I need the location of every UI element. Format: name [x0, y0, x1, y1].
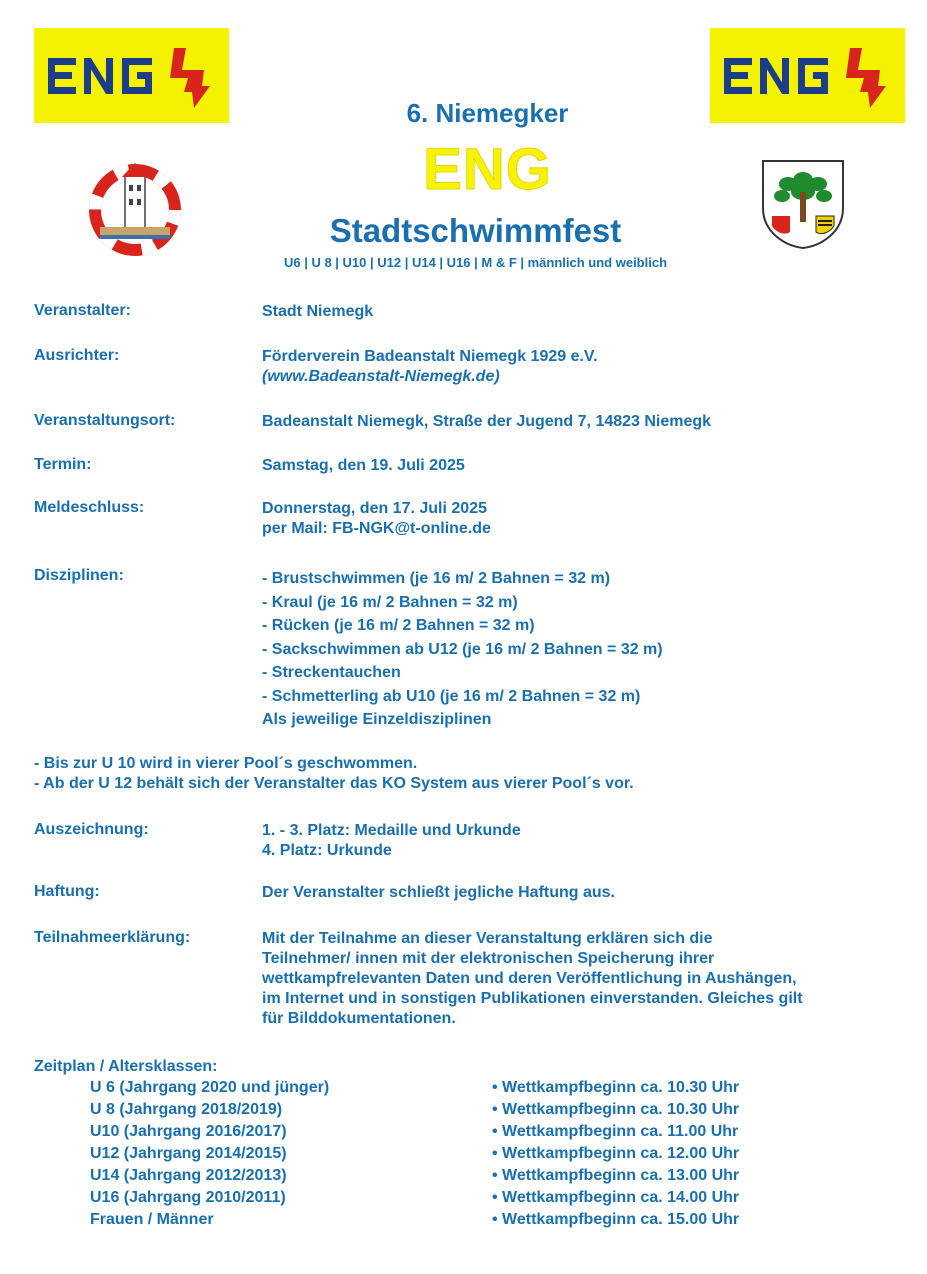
label-veranstalter: Veranstalter:	[34, 302, 131, 319]
schedule-time: • Wettkampfbeginn ca. 14.00 Uhr	[492, 1189, 740, 1206]
label-ort: Veranstaltungsort:	[34, 412, 176, 429]
header-eng: ENG	[423, 137, 552, 202]
value-termin-text: Samstag, den 19. Juli 2025	[262, 457, 465, 474]
value-ort-text: Badeanstalt Niemegk, Straße der Jugend 7, 14823 Niemegk	[262, 413, 712, 430]
teilnahme-line: Teilnehmer/ innen mit der elektronischen Speicherung ihrer	[262, 950, 715, 967]
header-subtitle: 6. Niemegker	[406, 98, 569, 128]
label-ausrichter: Ausrichter:	[34, 347, 120, 364]
schedule-class: Frauen / Männer	[90, 1211, 214, 1228]
value-meldeschluss	[262, 499, 491, 539]
header-classes: U6 | U 8 | U10 | U12 | U14 | U16 | M & F | männlich und weiblich	[283, 255, 668, 270]
value-ausrichter	[262, 347, 598, 387]
meldeschluss-email-link[interactable]: per Mail: FB-NGK@t-online.de	[262, 520, 491, 537]
disziplin-item: - Streckentauchen	[262, 664, 401, 681]
schedule-time: • Wettkampfbeginn ca. 10.30 Uhr	[492, 1101, 740, 1118]
schedule-class: U14 (Jahrgang 2012/2013)	[90, 1167, 287, 1184]
disziplin-item: - Schmetterling ab U10 (je 16 m/ 2 Bahnen = 32 m)	[262, 687, 641, 705]
schedule-class: U 8 (Jahrgang 2018/2019)	[90, 1101, 283, 1118]
schedule-time: • Wettkampfbeginn ca. 11.00 Uhr	[492, 1123, 739, 1140]
notes	[34, 754, 634, 794]
schedule-heading: Zeitplan / Altersklassen:	[34, 1058, 218, 1075]
auszeichnung-line: 4. Platz: Urkunde	[262, 842, 392, 859]
schedule-class: U12 (Jahrgang 2014/2015)	[90, 1145, 287, 1162]
disziplin-item: - Kraul (je 16 m/ 2 Bahnen = 32 m)	[262, 593, 518, 611]
meldeschluss-line: Donnerstag, den 17. Juli 2025	[262, 500, 487, 517]
label-haftung: Haftung:	[34, 883, 100, 900]
label-teilnahme: Teilnahmeerklärung:	[34, 929, 191, 946]
value-teilnahme	[262, 929, 803, 1029]
disziplin-item: Als jeweilige Einzeldisziplinen	[262, 711, 492, 728]
ausrichter-line: Förderverein Badeanstalt Niemegk 1929 e.V.	[262, 348, 598, 365]
schedule-class: U16 (Jahrgang 2010/2011)	[90, 1189, 286, 1206]
value-veranstalter-text: Stadt Niemegk	[262, 303, 374, 320]
schedule-time: • Wettkampfbeginn ca. 15.00 Uhr	[492, 1211, 740, 1228]
value-ort	[262, 412, 711, 432]
schedule-time: • Wettkampfbeginn ca. 12.00 Uhr	[492, 1145, 740, 1162]
teilnahme-line: im Internet und in sonstigen Publikationen einverstanden. Gleiches gilt	[262, 990, 803, 1007]
disziplin-item: - Brustschwimmen (je 16 m/ 2 Bahnen = 32 m)	[262, 570, 611, 587]
label-termin: Termin:	[34, 456, 92, 473]
schedule-time: • Wettkampfbeginn ca. 13.00 Uhr	[492, 1167, 740, 1184]
disziplin-item: - Sackschwimmen ab U12 (je 16 m/ 2 Bahnen = 32 m)	[262, 640, 663, 658]
value-haftung	[262, 883, 615, 903]
teilnahme-line: für Bilddokumentationen.	[262, 1010, 456, 1027]
schedule-class: U10 (Jahrgang 2016/2017)	[90, 1123, 287, 1140]
note-line: - Ab der U 12 behält sich der Veranstalter das KO System aus vierer Pool´s vor.	[34, 775, 634, 792]
value-termin	[262, 456, 465, 476]
label-auszeichnung: Auszeichnung:	[34, 821, 149, 838]
schedule-class: U 6 (Jahrgang 2020 und jünger)	[90, 1079, 330, 1096]
teilnahme-line: Mit der Teilnahme an dieser Veranstaltung erklären sich die	[262, 930, 713, 947]
note-line: - Bis zur U 10 wird in vierer Pool´s geschwommen.	[34, 755, 418, 772]
value-veranstalter	[262, 302, 373, 322]
disziplin-item: - Rücken (je 16 m/ 2 Bahnen = 32 m)	[262, 617, 535, 634]
page-title: Stadtschwimmfest	[329, 212, 622, 249]
ausrichter-website-link[interactable]: (www.Badeanstalt-Niemegk.de)	[262, 368, 500, 385]
value-disziplinen	[262, 567, 663, 732]
value-haftung-text: Der Veranstalter schließt jegliche Haftung aus.	[262, 884, 615, 901]
schedule-times	[492, 1077, 739, 1231]
value-auszeichnung	[262, 821, 521, 861]
label-disziplinen: Disziplinen:	[34, 567, 124, 584]
auszeichnung-line: 1. - 3. Platz: Medaille und Urkunde	[262, 822, 521, 839]
schedule-classes	[90, 1077, 329, 1231]
teilnahme-line: wettkampfrelevanten Daten und deren Veröffentlichung in Aushängen,	[262, 970, 797, 987]
label-meldeschluss: Meldeschluss:	[34, 499, 145, 516]
schedule-time: • Wettkampfbeginn ca. 10.30 Uhr	[492, 1079, 740, 1096]
